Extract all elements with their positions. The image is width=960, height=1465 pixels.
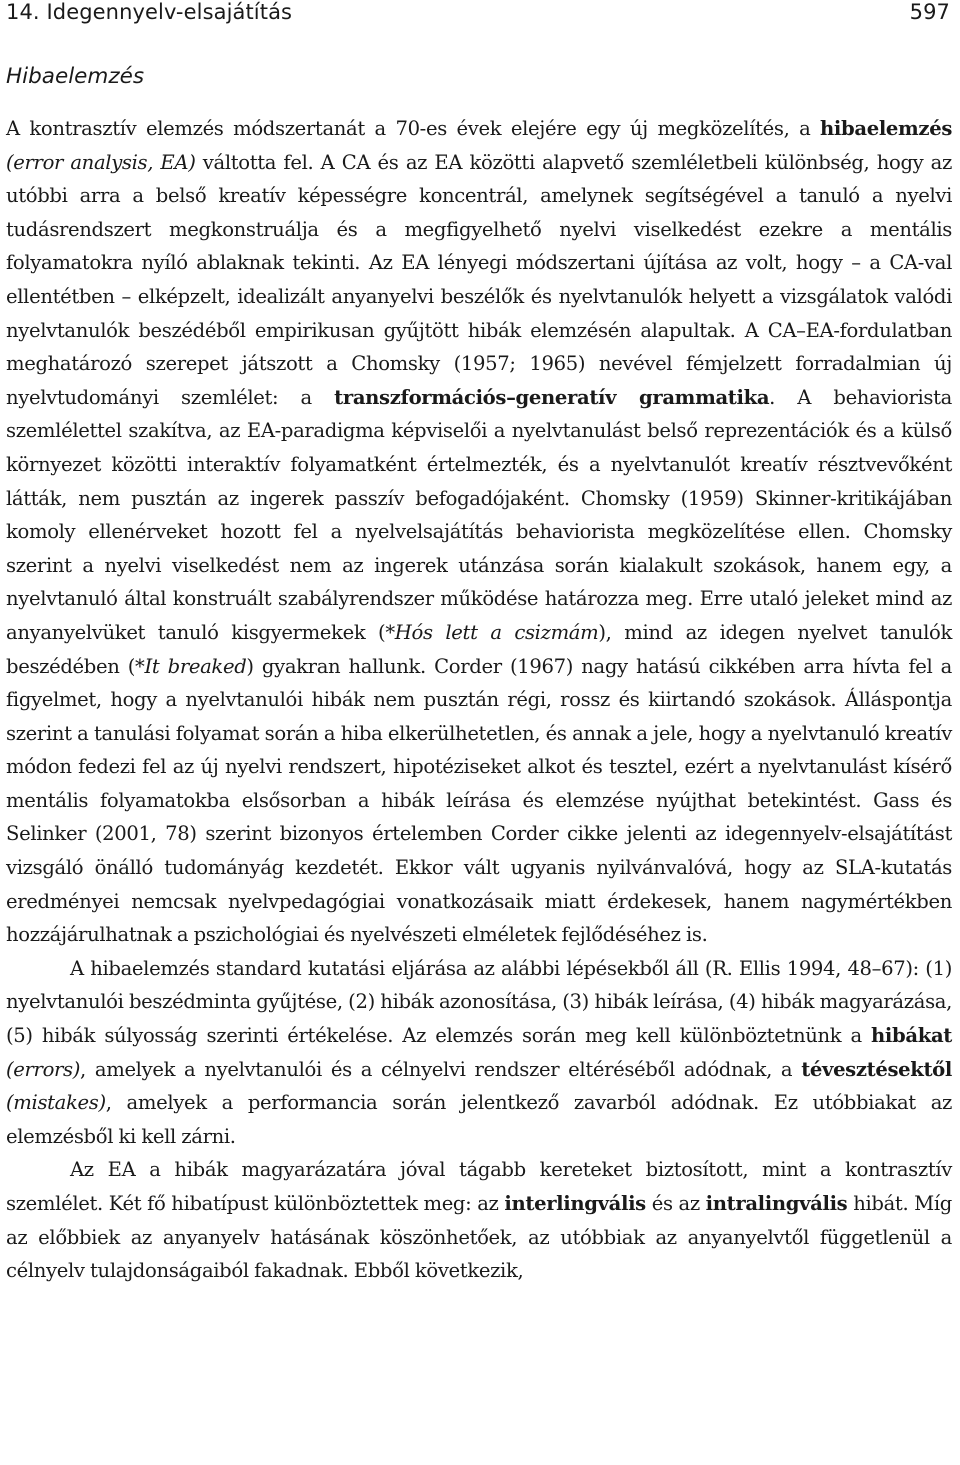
paragraph: [6, 1153, 952, 1287]
text-run: hibát. Míg az előbbiek az anyanyelv hatásának köszönhetőek, az utóbbiak az anyanyelvtől függetlenül a célnyelv tulajdonságaiból fakadnak. Ebből következik,: [6, 1192, 952, 1283]
text-run: ) gyakran hallunk. Corder (1967) nagy hatású cikkében arra hívta fel a figyelmet, hogy a nyelvtanulói hibák nem pusztán régi, rossz és kiirtandó szokások. Álláspontja szerint a tanulási folyamat során a hiba elkerülhetetlen, és annak a jele, hogy a nyelvtanuló kreatív módon fedezi fel az új nyelvi rendszert, hipotéziseket alkot és tesztel, ezért a nyelvtanulást kísérő mentális folyamatokba elsősorban a hibák leírása és elemzése nyújthat betekintést. Gass és Selinker (2001, 78) szerint bizonyos értelemben Corder cikke jelenti az idegennyelv-elsajátítást vizsgáló önálló tudományág kezdetét. Ekkor vált ugyanis nyilvánvalóvá, hogy az SLA-kutatás eredményei nemcsak nyelvpedagógiai vonatkozásaik miatt érdekesek, hanem nagymértékben hozzájárulhatnak a pszichológiai és nyelvészeti elméletek fejlődéséhez is.: [6, 654, 952, 947]
paragraph: [6, 952, 952, 1154]
text-run: ), mind az idegen nyelvet tanulók beszédében (*: [6, 620, 952, 678]
bold-term: interlingvális: [504, 1192, 646, 1215]
bold-term: tévesztésektől: [801, 1057, 952, 1081]
bold-term: hibaelemzés: [820, 117, 952, 140]
italic-term: It breaked: [144, 654, 247, 678]
running-header: [6, 0, 954, 26]
italic-term: (mistakes): [6, 1091, 106, 1115]
text-run: és az: [645, 1192, 706, 1215]
text-run: , amelyek a nyelvtanulói és a célnyelvi rendszer eltéréséből adódnak, a: [80, 1057, 802, 1081]
text-run: A hibaelemzés standard kutatási eljárása az alábbi lépésekből áll (R. Ellis 1994, 48–67): (1) nyelvtanulói beszédminta gyűjtése, (2) hibák azonosítása, (3) hibák leírása, (4) hibák magyarázása, (5) hibák súlyosság szerinti értékelése. Az elemzés során meg kell különböztetnünk a: [6, 956, 952, 1048]
section-heading: Hibaelemzés: [6, 64, 145, 89]
text-run: A kontrasztív elemzés módszertanát a 70-es évek elejére egy új megközelítés, a: [6, 117, 821, 140]
chapter-title: 14. Idegennyelv-elsajátítás: [6, 0, 293, 24]
bold-term: transzformációs–generatív grammatika: [334, 385, 770, 409]
italic-term: (error analysis, EA): [6, 150, 196, 174]
text-run: , amelyek a performancia során jelentkező zavarból adódnak. Ez utóbbiakat az elemzésből ki kell zárni.: [6, 1091, 952, 1148]
text-run: Az EA a hibák magyarázatára jóval tágabb kereteket biztosított, mint a kontrasztív szemlélet. Két fő hibatípust különböztettek meg: az: [6, 1158, 952, 1215]
bold-term: intralingvális: [705, 1192, 848, 1215]
bold-term: hibákat: [871, 1024, 952, 1048]
body-text: [6, 112, 952, 1288]
paragraph: [6, 112, 952, 952]
italic-term: (errors): [6, 1057, 81, 1081]
text-run: . A behaviorista szemlélettel szakítva, az EA-paradigma képviselői a nyelvtanulást belső reprezentációk és a külső környezet közötti interaktív folyamatként értelmezték, és a nyelvtanulót kreatív résztvevőként látták, nem pusztán az ingerek passzív befogadójaként. Chomsky (1959) Skinner-kritikájában komoly ellenérveket hozott fel a nyelvelsajátítás behaviorista megközelítése ellen. Chomsky szerint a nyelvi viselkedést nem az ingerek utánzása során kialakult szokások, hanem egy, a nyelvtanuló által konstruált szabályrendszer működése határozza meg. Erre utaló jeleket mind az anyanyelvüket tanuló kisgyermekek (*: [6, 385, 952, 644]
italic-term: Hós lett a csizmám: [394, 620, 599, 644]
text-run: váltotta fel. A CA és az EA közötti alapvető szemléletbeli különbség, hogy az utóbbi arra a belső kreatív képességre koncentrál, amelynek segítségével a tanuló a nyelvi tudásrendszert megkonstruálja és a megfigyelhető nyelvi viselkedést ezekre a mentális folyamatokra nyíló ablaknak tekinti. Az EA lényegi módszertani újítása az volt, hogy – a CA-val ellentétben – elképzelt, idealizált anyanyelvi beszélők és nyelvtanulók helyett a vizsgálatok valódi nyelvtanulók beszédéből empirikusan gyűjtött hibák elemzésén alapultak. A CA–EA-fordulatban meghatározó szerepet játszott a Chomsky (1957; 1965) nevével fémjelzett forradalmian új nyelvtudományi szemlélet: a: [6, 150, 952, 409]
page-number: 597: [909, 0, 950, 24]
